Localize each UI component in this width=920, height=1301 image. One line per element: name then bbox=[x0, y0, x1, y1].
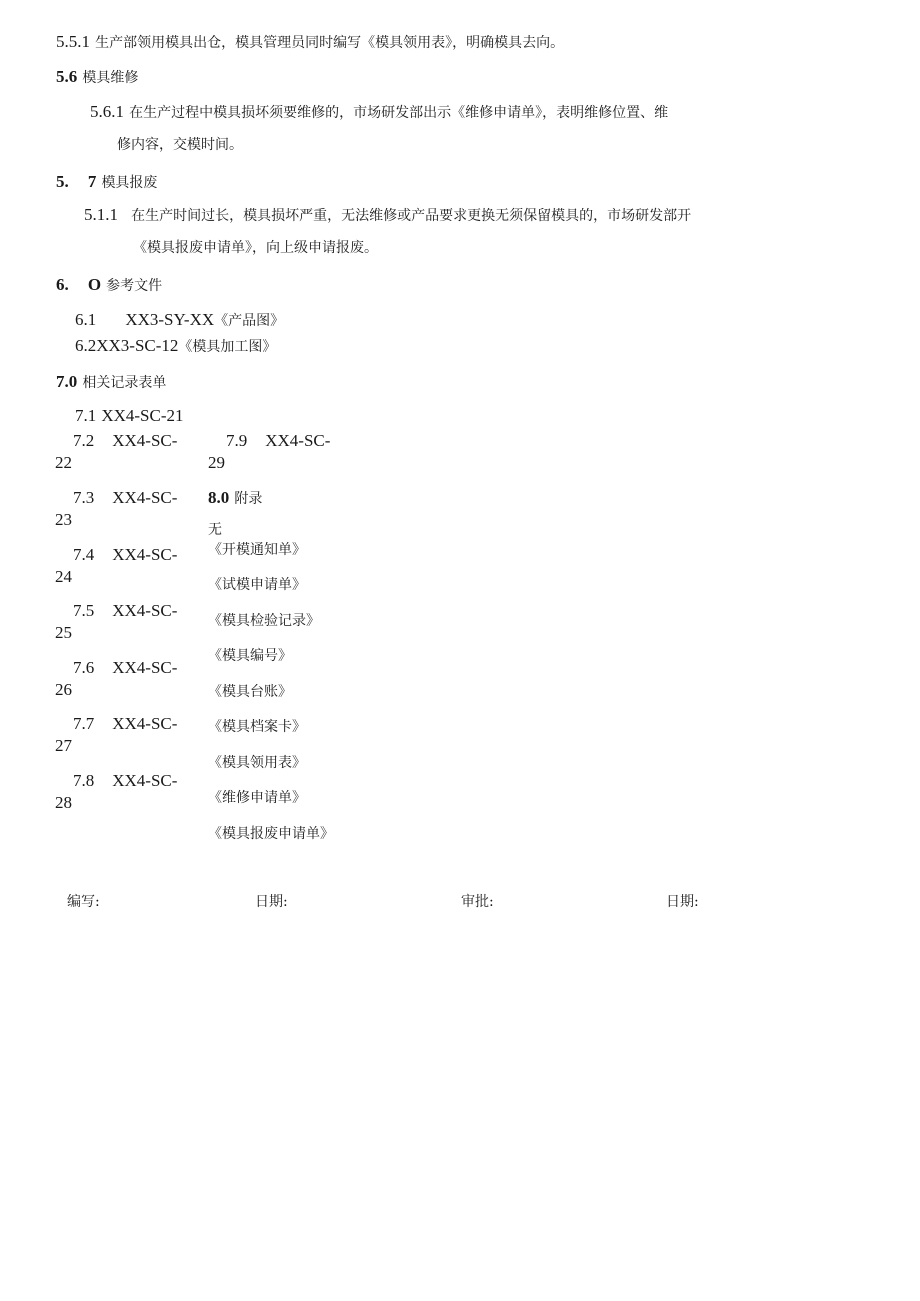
section-number-a: 6. bbox=[56, 275, 69, 294]
appendix-body: 无 bbox=[208, 522, 222, 538]
approver-date-label: 日期: bbox=[666, 894, 699, 910]
ref-number: 6.1 bbox=[75, 310, 97, 329]
section-title: 模具报废 bbox=[101, 175, 158, 191]
approver-label: 审批: bbox=[461, 894, 494, 910]
section-7-heading bbox=[56, 373, 166, 390]
record-7-4 bbox=[73, 546, 177, 563]
record-7-8 bbox=[73, 772, 177, 789]
paragraph-text: 生产部领用模具出仓，模具管理员同时编写《模具领用表》，明确模具去向。 bbox=[95, 35, 565, 51]
section-5-7-heading bbox=[56, 173, 157, 190]
record-code: XX4-SC- bbox=[112, 658, 178, 677]
record-code: XX4-SC-21 bbox=[101, 406, 184, 425]
record-code: XX4-SC- bbox=[112, 714, 178, 733]
record-name-9: 《模具报废申请单》 bbox=[208, 826, 334, 842]
record-name-7: 《模具领用表》 bbox=[208, 755, 306, 771]
record-code: XX4-SC- bbox=[112, 601, 178, 620]
record-7-1 bbox=[75, 407, 184, 424]
section-5-6-1-line1 bbox=[90, 103, 668, 120]
record-number: 7.3 bbox=[73, 488, 95, 507]
section-5-5-1 bbox=[56, 33, 564, 50]
record-code: XX4-SC- bbox=[112, 771, 178, 790]
record-name-5: 《模具台账》 bbox=[208, 684, 292, 700]
record-name-1: 《开模通知单》 bbox=[208, 542, 306, 558]
record-7-9-tail: 29 bbox=[208, 453, 225, 472]
section-number-b: O bbox=[87, 275, 102, 294]
section-title: 参考文件 bbox=[106, 278, 163, 294]
ref-6-2 bbox=[75, 337, 276, 354]
author-label: 编写: bbox=[67, 894, 100, 910]
section-5-1-1-line2: 《模具报废申请单》，向上级申请报废。 bbox=[133, 240, 378, 256]
record-code: XX4-SC- bbox=[265, 431, 331, 450]
section-5-6-1-line2: 修内容，交模时间。 bbox=[117, 137, 243, 153]
record-name-3: 《模具检验记录》 bbox=[208, 613, 320, 629]
record-number: 7.2 bbox=[73, 431, 95, 450]
record-7-8-tail: 28 bbox=[55, 793, 72, 812]
section-number: 5.5.1 bbox=[56, 32, 90, 51]
section-6-heading bbox=[56, 276, 162, 293]
record-name-4: 《模具编号》 bbox=[208, 648, 292, 664]
record-7-6 bbox=[73, 659, 177, 676]
section-5-1-1-line1 bbox=[84, 206, 691, 223]
section-number: 5.6 bbox=[56, 67, 78, 86]
section-title: 附录 bbox=[234, 491, 263, 507]
ref-code: XX3-SC-12 bbox=[96, 336, 179, 355]
section-title: 模具维修 bbox=[82, 70, 139, 86]
record-number: 7.4 bbox=[73, 545, 95, 564]
record-number: 7.7 bbox=[73, 714, 95, 733]
record-number: 7.5 bbox=[73, 601, 95, 620]
section-title: 相关记录表单 bbox=[82, 375, 167, 391]
record-number: 7.9 bbox=[226, 431, 248, 450]
section-number: 5.6.1 bbox=[90, 102, 124, 121]
record-7-6-tail: 26 bbox=[55, 680, 72, 699]
record-7-5 bbox=[73, 602, 177, 619]
section-number: 5.1.1 bbox=[84, 205, 118, 224]
record-7-5-tail: 25 bbox=[55, 623, 72, 642]
record-name-8: 《维修申请单》 bbox=[208, 790, 306, 806]
record-7-4-tail: 24 bbox=[55, 567, 72, 586]
record-code: XX4-SC- bbox=[112, 488, 178, 507]
record-7-3-tail: 23 bbox=[55, 510, 72, 529]
record-number: 7.1 bbox=[75, 406, 97, 425]
section-number: 8.0 bbox=[208, 488, 230, 507]
section-8-heading bbox=[208, 489, 262, 506]
ref-name: 《产品图》 bbox=[214, 313, 285, 329]
section-5-6-heading bbox=[56, 68, 138, 85]
record-7-2-tail: 22 bbox=[55, 453, 72, 472]
record-7-3 bbox=[73, 489, 177, 506]
record-name-2: 《试模申请单》 bbox=[208, 577, 306, 593]
record-7-2 bbox=[73, 432, 177, 449]
section-number-a: 5. bbox=[56, 172, 69, 191]
record-7-7 bbox=[73, 715, 177, 732]
ref-number: 6.2 bbox=[75, 336, 97, 355]
ref-6-1 bbox=[75, 311, 284, 328]
paragraph-text: 在生产时间过长，模具损坏严重，无法维修或产品要求更换无须保留模具的，市场研发部开 bbox=[131, 208, 692, 224]
record-7-9 bbox=[226, 432, 330, 449]
record-number: 7.8 bbox=[73, 771, 95, 790]
record-7-7-tail: 27 bbox=[55, 736, 72, 755]
section-number: 7.0 bbox=[56, 372, 78, 391]
record-code: XX4-SC- bbox=[112, 431, 178, 450]
record-name-6: 《模具档案卡》 bbox=[208, 719, 306, 735]
record-code: XX4-SC- bbox=[112, 545, 178, 564]
author-date-label: 日期: bbox=[255, 894, 288, 910]
ref-name: 《模具加工图》 bbox=[178, 339, 277, 355]
paragraph-text: 在生产过程中模具损坏须要维修的，市场研发部出示《维修申请单》，表明维修位置、维 bbox=[129, 105, 669, 121]
ref-code: XX3-SY-XX bbox=[125, 310, 215, 329]
section-number-b: 7 bbox=[87, 172, 97, 191]
record-number: 7.6 bbox=[73, 658, 95, 677]
